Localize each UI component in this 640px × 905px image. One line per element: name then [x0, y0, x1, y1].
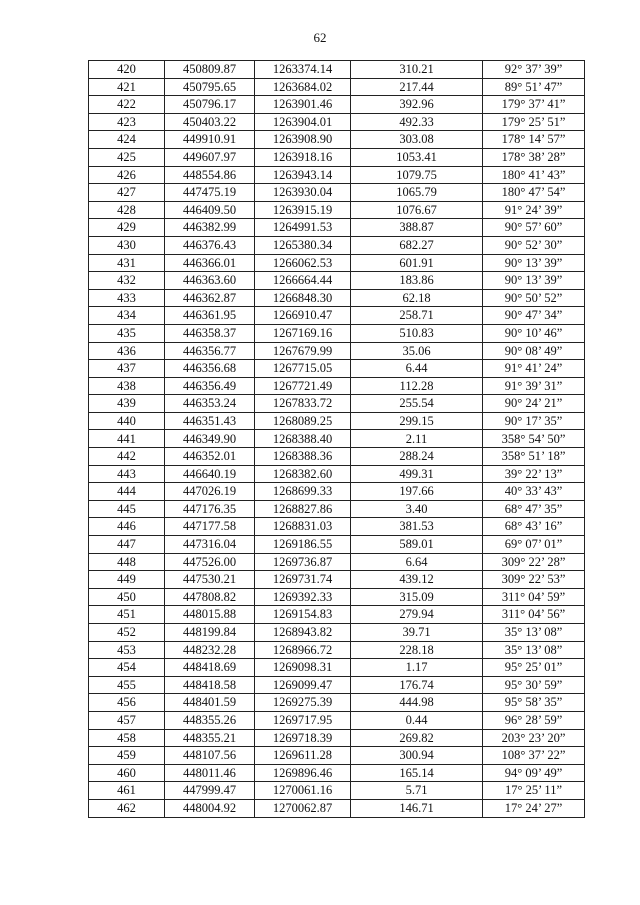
- y-coordinate-cell: 1268089.25: [255, 412, 351, 430]
- table-row: [89, 254, 585, 272]
- table-row: [89, 624, 585, 642]
- y-coordinate-cell: 1263908.90: [255, 131, 351, 149]
- x-coordinate-cell: 446361.95: [165, 307, 255, 325]
- angle-cell: 17° 24’ 27”: [483, 799, 585, 817]
- point-number-cell: 448: [89, 553, 165, 571]
- y-coordinate-cell: 1263943.14: [255, 166, 351, 184]
- y-coordinate-cell: 1267833.72: [255, 395, 351, 413]
- angle-cell: 90° 13’ 39”: [483, 272, 585, 290]
- distance-cell: 6.44: [351, 360, 483, 378]
- table-row: [89, 360, 585, 378]
- y-coordinate-cell: 1268827.86: [255, 500, 351, 518]
- y-coordinate-cell: 1268831.03: [255, 518, 351, 536]
- table-row: [89, 588, 585, 606]
- angle-cell: 90° 57’ 60”: [483, 219, 585, 237]
- y-coordinate-cell: 1267169.16: [255, 324, 351, 342]
- distance-cell: 1076.67: [351, 201, 483, 219]
- point-number-cell: 460: [89, 764, 165, 782]
- table-row: [89, 289, 585, 307]
- x-coordinate-cell: 450403.22: [165, 113, 255, 131]
- point-number-cell: 456: [89, 694, 165, 712]
- x-coordinate-cell: 446376.43: [165, 236, 255, 254]
- distance-cell: 682.27: [351, 236, 483, 254]
- table-row: [89, 606, 585, 624]
- y-coordinate-cell: 1268388.40: [255, 430, 351, 448]
- y-coordinate-cell: 1269154.83: [255, 606, 351, 624]
- distance-cell: 35.06: [351, 342, 483, 360]
- y-coordinate-cell: 1269275.39: [255, 694, 351, 712]
- y-coordinate-cell: 1268382.60: [255, 465, 351, 483]
- y-coordinate-cell: 1265380.34: [255, 236, 351, 254]
- distance-cell: 183.86: [351, 272, 483, 290]
- angle-cell: 95° 58’ 35”: [483, 694, 585, 712]
- point-number-cell: 446: [89, 518, 165, 536]
- distance-cell: 1079.75: [351, 166, 483, 184]
- distance-cell: 1065.79: [351, 184, 483, 202]
- table-row: [89, 377, 585, 395]
- y-coordinate-cell: 1267679.99: [255, 342, 351, 360]
- x-coordinate-cell: 448015.88: [165, 606, 255, 624]
- y-coordinate-cell: 1269392.33: [255, 588, 351, 606]
- y-coordinate-cell: 1269731.74: [255, 571, 351, 589]
- y-coordinate-cell: 1270062.87: [255, 799, 351, 817]
- y-coordinate-cell: 1268388.36: [255, 448, 351, 466]
- point-number-cell: 436: [89, 342, 165, 360]
- x-coordinate-cell: 448107.56: [165, 747, 255, 765]
- distance-cell: 269.82: [351, 729, 483, 747]
- angle-cell: 358° 54’ 50”: [483, 430, 585, 448]
- table-row: [89, 764, 585, 782]
- angle-cell: 180° 41’ 43”: [483, 166, 585, 184]
- angle-cell: 108° 37’ 22”: [483, 747, 585, 765]
- table-row: [89, 571, 585, 589]
- point-number-cell: 458: [89, 729, 165, 747]
- x-coordinate-cell: 446640.19: [165, 465, 255, 483]
- distance-cell: 1.17: [351, 659, 483, 677]
- x-coordinate-cell: 448418.58: [165, 676, 255, 694]
- angle-cell: 178° 14’ 57”: [483, 131, 585, 149]
- point-number-cell: 434: [89, 307, 165, 325]
- distance-cell: 499.31: [351, 465, 483, 483]
- coordinates-table: [88, 60, 585, 818]
- y-coordinate-cell: 1266062.53: [255, 254, 351, 272]
- point-number-cell: 447: [89, 536, 165, 554]
- x-coordinate-cell: 448355.21: [165, 729, 255, 747]
- x-coordinate-cell: 448355.26: [165, 711, 255, 729]
- point-number-cell: 455: [89, 676, 165, 694]
- distance-cell: 112.28: [351, 377, 483, 395]
- point-number-cell: 422: [89, 96, 165, 114]
- distance-cell: 300.94: [351, 747, 483, 765]
- angle-cell: 311° 04’ 56”: [483, 606, 585, 624]
- table-row: [89, 641, 585, 659]
- table-row: [89, 747, 585, 765]
- angle-cell: 90° 13’ 39”: [483, 254, 585, 272]
- point-number-cell: 444: [89, 483, 165, 501]
- x-coordinate-cell: 448401.59: [165, 694, 255, 712]
- x-coordinate-cell: 448554.86: [165, 166, 255, 184]
- y-coordinate-cell: 1266664.44: [255, 272, 351, 290]
- point-number-cell: 433: [89, 289, 165, 307]
- table-row: [89, 166, 585, 184]
- point-number-cell: 443: [89, 465, 165, 483]
- distance-cell: 492.33: [351, 113, 483, 131]
- distance-cell: 310.21: [351, 61, 483, 79]
- x-coordinate-cell: 447026.19: [165, 483, 255, 501]
- angle-cell: 91° 24’ 39”: [483, 201, 585, 219]
- point-number-cell: 423: [89, 113, 165, 131]
- point-number-cell: 459: [89, 747, 165, 765]
- angle-cell: 90° 10’ 46”: [483, 324, 585, 342]
- distance-cell: 303.08: [351, 131, 483, 149]
- distance-cell: 5.71: [351, 782, 483, 800]
- distance-cell: 39.71: [351, 624, 483, 642]
- x-coordinate-cell: 446349.90: [165, 430, 255, 448]
- x-coordinate-cell: 448232.28: [165, 641, 255, 659]
- angle-cell: 180° 47’ 54”: [483, 184, 585, 202]
- angle-cell: 90° 17’ 35”: [483, 412, 585, 430]
- y-coordinate-cell: 1269718.39: [255, 729, 351, 747]
- point-number-cell: 457: [89, 711, 165, 729]
- y-coordinate-cell: 1263904.01: [255, 113, 351, 131]
- x-coordinate-cell: 448418.69: [165, 659, 255, 677]
- distance-cell: 601.91: [351, 254, 483, 272]
- angle-cell: 358° 51’ 18”: [483, 448, 585, 466]
- angle-cell: 91° 39’ 31”: [483, 377, 585, 395]
- angle-cell: 179° 37’ 41”: [483, 96, 585, 114]
- y-coordinate-cell: 1263915.19: [255, 201, 351, 219]
- angle-cell: 95° 25’ 01”: [483, 659, 585, 677]
- point-number-cell: 439: [89, 395, 165, 413]
- y-coordinate-cell: 1269717.95: [255, 711, 351, 729]
- angle-cell: 90° 24’ 21”: [483, 395, 585, 413]
- table-row: [89, 324, 585, 342]
- x-coordinate-cell: 446358.37: [165, 324, 255, 342]
- table-row: [89, 219, 585, 237]
- y-coordinate-cell: 1266910.47: [255, 307, 351, 325]
- table-row: [89, 430, 585, 448]
- x-coordinate-cell: 446356.49: [165, 377, 255, 395]
- table-row: [89, 729, 585, 747]
- y-coordinate-cell: 1267715.05: [255, 360, 351, 378]
- table-row: [89, 307, 585, 325]
- table-row: [89, 500, 585, 518]
- distance-cell: 255.54: [351, 395, 483, 413]
- table-row: [89, 711, 585, 729]
- y-coordinate-cell: 1270061.16: [255, 782, 351, 800]
- angle-cell: 39° 22’ 13”: [483, 465, 585, 483]
- angle-cell: 89° 51’ 47”: [483, 78, 585, 96]
- distance-cell: 217.44: [351, 78, 483, 96]
- distance-cell: 3.40: [351, 500, 483, 518]
- x-coordinate-cell: 447316.04: [165, 536, 255, 554]
- angle-cell: 309° 22’ 53”: [483, 571, 585, 589]
- x-coordinate-cell: 446352.01: [165, 448, 255, 466]
- x-coordinate-cell: 446363.60: [165, 272, 255, 290]
- angle-cell: 35° 13’ 08”: [483, 641, 585, 659]
- distance-cell: 589.01: [351, 536, 483, 554]
- table-row: [89, 676, 585, 694]
- distance-cell: 439.12: [351, 571, 483, 589]
- point-number-cell: 421: [89, 78, 165, 96]
- x-coordinate-cell: 448004.92: [165, 799, 255, 817]
- x-coordinate-cell: 447177.58: [165, 518, 255, 536]
- table-row: [89, 553, 585, 571]
- point-number-cell: 428: [89, 201, 165, 219]
- table-row: [89, 201, 585, 219]
- y-coordinate-cell: 1263930.04: [255, 184, 351, 202]
- table-row: [89, 659, 585, 677]
- angle-cell: 309° 22’ 28”: [483, 553, 585, 571]
- x-coordinate-cell: 446351.43: [165, 412, 255, 430]
- y-coordinate-cell: 1269611.28: [255, 747, 351, 765]
- distance-cell: 0.44: [351, 711, 483, 729]
- angle-cell: 90° 52’ 30”: [483, 236, 585, 254]
- table-row: [89, 518, 585, 536]
- distance-cell: 315.09: [351, 588, 483, 606]
- point-number-cell: 430: [89, 236, 165, 254]
- y-coordinate-cell: 1267721.49: [255, 377, 351, 395]
- y-coordinate-cell: 1263918.16: [255, 148, 351, 166]
- point-number-cell: 452: [89, 624, 165, 642]
- point-number-cell: 437: [89, 360, 165, 378]
- point-number-cell: 451: [89, 606, 165, 624]
- y-coordinate-cell: 1266848.30: [255, 289, 351, 307]
- point-number-cell: 454: [89, 659, 165, 677]
- point-number-cell: 445: [89, 500, 165, 518]
- point-number-cell: 431: [89, 254, 165, 272]
- y-coordinate-cell: 1268699.33: [255, 483, 351, 501]
- point-number-cell: 450: [89, 588, 165, 606]
- distance-cell: 197.66: [351, 483, 483, 501]
- point-number-cell: 440: [89, 412, 165, 430]
- distance-cell: 444.98: [351, 694, 483, 712]
- y-coordinate-cell: 1263684.02: [255, 78, 351, 96]
- table-row: [89, 184, 585, 202]
- y-coordinate-cell: 1268966.72: [255, 641, 351, 659]
- y-coordinate-cell: 1269099.47: [255, 676, 351, 694]
- table-row: [89, 694, 585, 712]
- angle-cell: 92° 37’ 39”: [483, 61, 585, 79]
- distance-cell: 388.87: [351, 219, 483, 237]
- table-row: [89, 61, 585, 79]
- coordinates-table-body: [89, 61, 585, 818]
- x-coordinate-cell: 447475.19: [165, 184, 255, 202]
- distance-cell: 288.24: [351, 448, 483, 466]
- x-coordinate-cell: 446366.01: [165, 254, 255, 272]
- angle-cell: 35° 13’ 08”: [483, 624, 585, 642]
- x-coordinate-cell: 446409.50: [165, 201, 255, 219]
- point-number-cell: 462: [89, 799, 165, 817]
- point-number-cell: 420: [89, 61, 165, 79]
- x-coordinate-cell: 447530.21: [165, 571, 255, 589]
- table-row: [89, 412, 585, 430]
- table-row: [89, 113, 585, 131]
- point-number-cell: 432: [89, 272, 165, 290]
- x-coordinate-cell: 446356.68: [165, 360, 255, 378]
- point-number-cell: 449: [89, 571, 165, 589]
- x-coordinate-cell: 447808.82: [165, 588, 255, 606]
- table-row: [89, 483, 585, 501]
- table-row: [89, 448, 585, 466]
- angle-cell: 68° 43’ 16”: [483, 518, 585, 536]
- x-coordinate-cell: 446353.24: [165, 395, 255, 413]
- distance-cell: 1053.41: [351, 148, 483, 166]
- distance-cell: 6.64: [351, 553, 483, 571]
- y-coordinate-cell: 1268943.82: [255, 624, 351, 642]
- x-coordinate-cell: 450795.65: [165, 78, 255, 96]
- table-row: [89, 148, 585, 166]
- point-number-cell: 424: [89, 131, 165, 149]
- point-number-cell: 425: [89, 148, 165, 166]
- y-coordinate-cell: 1269896.46: [255, 764, 351, 782]
- x-coordinate-cell: 450809.87: [165, 61, 255, 79]
- point-number-cell: 441: [89, 430, 165, 448]
- distance-cell: 62.18: [351, 289, 483, 307]
- distance-cell: 146.71: [351, 799, 483, 817]
- table-row: [89, 799, 585, 817]
- distance-cell: 381.53: [351, 518, 483, 536]
- distance-cell: 165.14: [351, 764, 483, 782]
- distance-cell: 258.71: [351, 307, 483, 325]
- table-row: [89, 395, 585, 413]
- x-coordinate-cell: 450796.17: [165, 96, 255, 114]
- angle-cell: 90° 08’ 49”: [483, 342, 585, 360]
- point-number-cell: 427: [89, 184, 165, 202]
- distance-cell: 2.11: [351, 430, 483, 448]
- y-coordinate-cell: 1264991.53: [255, 219, 351, 237]
- distance-cell: 176.74: [351, 676, 483, 694]
- x-coordinate-cell: 448199.84: [165, 624, 255, 642]
- page-number: 62: [313, 30, 327, 45]
- x-coordinate-cell: 448011.46: [165, 764, 255, 782]
- point-number-cell: 426: [89, 166, 165, 184]
- x-coordinate-cell: 446382.99: [165, 219, 255, 237]
- table-row: [89, 465, 585, 483]
- angle-cell: 179° 25’ 51”: [483, 113, 585, 131]
- x-coordinate-cell: 449910.91: [165, 131, 255, 149]
- angle-cell: 68° 47’ 35”: [483, 500, 585, 518]
- table-row: [89, 342, 585, 360]
- y-coordinate-cell: 1269186.55: [255, 536, 351, 554]
- point-number-cell: 435: [89, 324, 165, 342]
- distance-cell: 279.94: [351, 606, 483, 624]
- angle-cell: 40° 33’ 43”: [483, 483, 585, 501]
- y-coordinate-cell: 1263901.46: [255, 96, 351, 114]
- table-row: [89, 236, 585, 254]
- table-row: [89, 782, 585, 800]
- y-coordinate-cell: 1263374.14: [255, 61, 351, 79]
- x-coordinate-cell: 449607.97: [165, 148, 255, 166]
- x-coordinate-cell: 447176.35: [165, 500, 255, 518]
- table-row: [89, 78, 585, 96]
- table-row: [89, 536, 585, 554]
- angle-cell: 178° 38’ 28”: [483, 148, 585, 166]
- angle-cell: 95° 30’ 59”: [483, 676, 585, 694]
- y-coordinate-cell: 1269736.87: [255, 553, 351, 571]
- distance-cell: 228.18: [351, 641, 483, 659]
- table-row: [89, 96, 585, 114]
- x-coordinate-cell: 447526.00: [165, 553, 255, 571]
- point-number-cell: 461: [89, 782, 165, 800]
- angle-cell: 90° 47’ 34”: [483, 307, 585, 325]
- table-row: [89, 131, 585, 149]
- table-row: [89, 272, 585, 290]
- distance-cell: 510.83: [351, 324, 483, 342]
- point-number-cell: 442: [89, 448, 165, 466]
- point-number-cell: 429: [89, 219, 165, 237]
- x-coordinate-cell: 446362.87: [165, 289, 255, 307]
- x-coordinate-cell: 447999.47: [165, 782, 255, 800]
- angle-cell: 203° 23’ 20”: [483, 729, 585, 747]
- y-coordinate-cell: 1269098.31: [255, 659, 351, 677]
- distance-cell: 299.15: [351, 412, 483, 430]
- angle-cell: 17° 25’ 11”: [483, 782, 585, 800]
- point-number-cell: 438: [89, 377, 165, 395]
- angle-cell: 311° 04’ 59”: [483, 588, 585, 606]
- point-number-cell: 453: [89, 641, 165, 659]
- angle-cell: 90° 50’ 52”: [483, 289, 585, 307]
- angle-cell: 69° 07’ 01”: [483, 536, 585, 554]
- angle-cell: 94° 09’ 49”: [483, 764, 585, 782]
- x-coordinate-cell: 446356.77: [165, 342, 255, 360]
- angle-cell: 96° 28’ 59”: [483, 711, 585, 729]
- angle-cell: 91° 41’ 24”: [483, 360, 585, 378]
- distance-cell: 392.96: [351, 96, 483, 114]
